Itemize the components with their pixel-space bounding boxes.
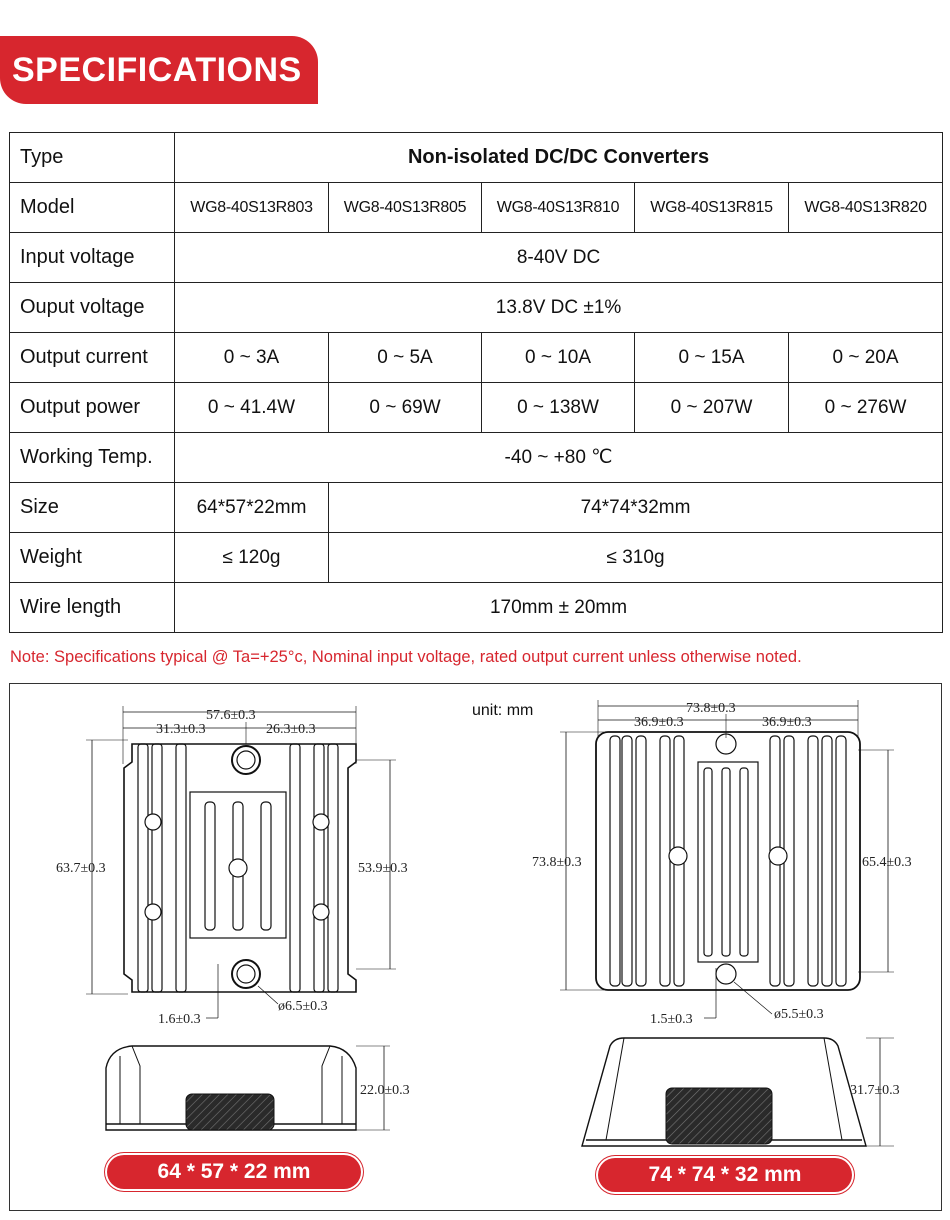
small-width-right: 26.3±0.3: [266, 722, 316, 737]
model-cell: WG8-40S13R815: [635, 183, 789, 233]
power-cell: 0 ~ 138W: [482, 383, 635, 433]
large-wire-outlet: [666, 1088, 772, 1144]
large-height-side: 31.7±0.3: [850, 1083, 900, 1098]
large-hole-offset: 1.5±0.3: [650, 1012, 693, 1027]
input-voltage-value: 8-40V DC: [175, 233, 943, 283]
spec-note: Note: Specifications typical @ Ta=+25°c, Nominal input voltage, rated output current unless otherwise noted.: [10, 648, 802, 666]
power-cell: 0 ~ 41.4W: [175, 383, 329, 433]
large-height-inner: 65.4±0.3: [862, 855, 912, 870]
large-size-badge: 74 * 74 * 32 mm: [598, 1158, 852, 1192]
small-width-left: 31.3±0.3: [156, 722, 206, 737]
size-cell: 74*74*32mm: [329, 483, 943, 533]
model-cell: WG8-40S13R803: [175, 183, 329, 233]
table-row-output-current: [10, 333, 943, 383]
table-row-model: [10, 183, 943, 233]
spec-table: [9, 132, 943, 633]
row-label: Working Temp.: [10, 433, 175, 483]
large-top-view: [560, 700, 894, 1018]
large-width-right: 36.9±0.3: [762, 715, 812, 730]
working-temp-value: -40 ~ +80 ℃: [175, 433, 943, 483]
section-title: SPECIFICATIONS: [12, 50, 302, 89]
row-label: Output current: [10, 333, 175, 383]
small-size-badge: 64 * 57 * 22 mm: [107, 1155, 361, 1189]
model-cell: WG8-40S13R820: [789, 183, 943, 233]
power-cell: 0 ~ 276W: [789, 383, 943, 433]
power-cell: 0 ~ 207W: [635, 383, 789, 433]
small-wire-outlet: [186, 1094, 274, 1130]
table-row-working-temp: [10, 433, 943, 483]
weight-cell: ≤ 120g: [175, 533, 329, 583]
type-value: Non-isolated DC/DC Converters: [175, 133, 943, 183]
row-label: Size: [10, 483, 175, 533]
row-label: Model: [10, 183, 175, 233]
large-height-total: 73.8±0.3: [532, 855, 582, 870]
section-banner: [0, 36, 318, 104]
current-cell: 0 ~ 5A: [329, 333, 482, 383]
row-label: Wire length: [10, 583, 175, 633]
small-height-side: 22.0±0.3: [360, 1083, 410, 1098]
dimension-drawings: [9, 683, 942, 1211]
current-cell: 0 ~ 3A: [175, 333, 329, 383]
row-label: Input voltage: [10, 233, 175, 283]
row-label: Type: [10, 133, 175, 183]
model-cell: WG8-40S13R805: [329, 183, 482, 233]
unit-label: unit: mm: [472, 702, 534, 719]
drawings-svg: [10, 684, 941, 1210]
table-row-weight: [10, 533, 943, 583]
row-label: Weight: [10, 533, 175, 583]
current-cell: 0 ~ 20A: [789, 333, 943, 383]
large-width-left: 36.9±0.3: [634, 715, 684, 730]
wire-length-value: 170mm ± 20mm: [175, 583, 943, 633]
large-hole-dia: ø5.5±0.3: [774, 1007, 824, 1022]
small-height-total: 63.7±0.3: [56, 861, 106, 876]
table-row-wire-length: [10, 583, 943, 633]
table-row-output-power: [10, 383, 943, 433]
table-row-size: [10, 483, 943, 533]
table-row-input-voltage: [10, 233, 943, 283]
small-hole-dia: ø6.5±0.3: [278, 999, 328, 1014]
power-cell: 0 ~ 69W: [329, 383, 482, 433]
current-cell: 0 ~ 10A: [482, 333, 635, 383]
table-row-output-voltage: [10, 283, 943, 333]
small-hole-offset: 1.6±0.3: [158, 1012, 201, 1027]
small-top-view: [86, 706, 396, 1018]
row-label: Ouput voltage: [10, 283, 175, 333]
large-width-total: 73.8±0.3: [686, 701, 736, 716]
small-height-inner: 53.9±0.3: [358, 861, 408, 876]
row-label: Output power: [10, 383, 175, 433]
size-cell: 64*57*22mm: [175, 483, 329, 533]
table-row-type: [10, 133, 943, 183]
model-cell: WG8-40S13R810: [482, 183, 635, 233]
small-width-total: 57.6±0.3: [206, 708, 256, 723]
current-cell: 0 ~ 15A: [635, 333, 789, 383]
output-voltage-value: 13.8V DC ±1%: [175, 283, 943, 333]
weight-cell: ≤ 310g: [329, 533, 943, 583]
